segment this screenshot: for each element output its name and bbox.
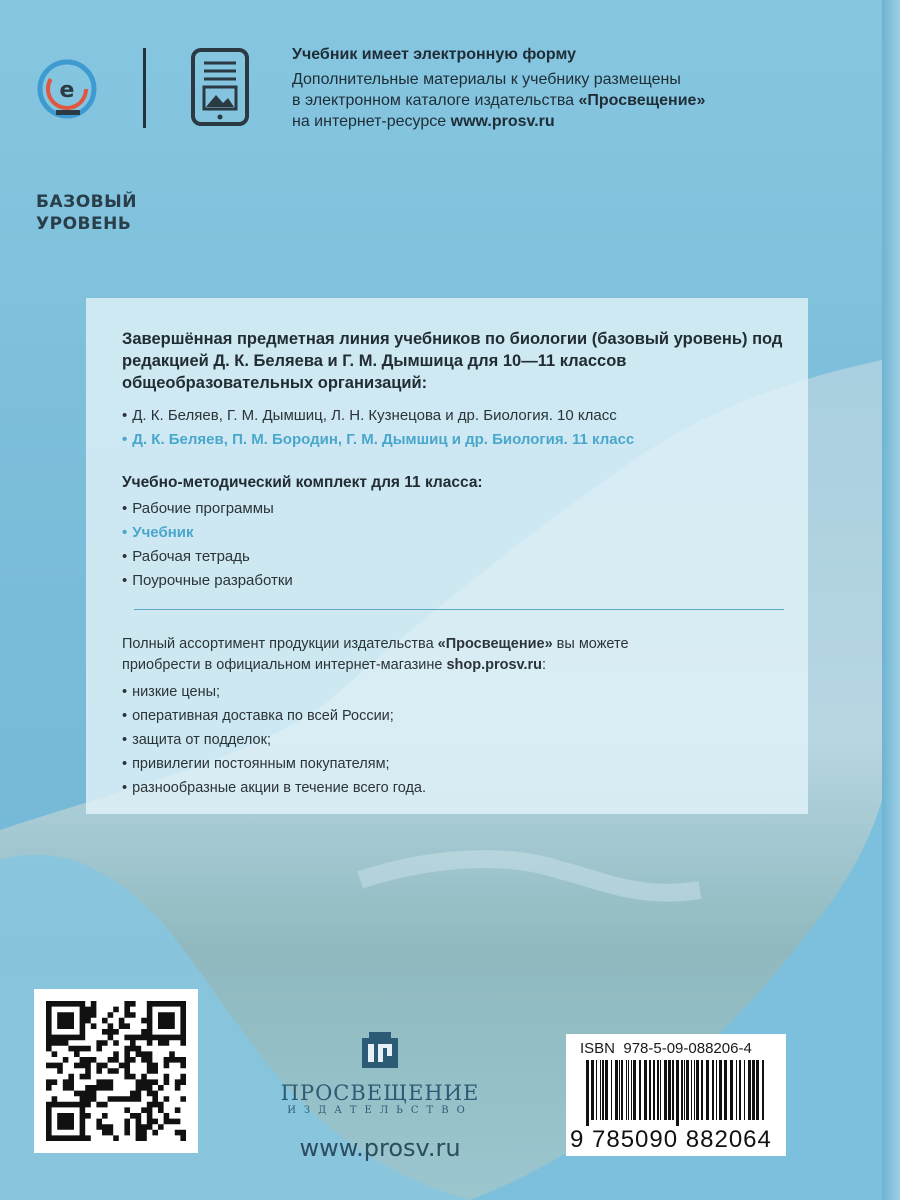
publisher-url[interactable]: www.prosv.ru xyxy=(299,1134,461,1162)
website-link[interactable]: www.prosv.ru xyxy=(450,113,555,130)
level-line-2: УРОВЕНЬ xyxy=(36,214,132,234)
shop-line-1-end: вы можете xyxy=(552,636,629,652)
notice-line-2 xyxy=(292,90,705,111)
barcode xyxy=(578,1060,774,1126)
shop-line-2 xyxy=(122,655,788,676)
isbn-label xyxy=(580,1040,752,1057)
shop-line-1 xyxy=(122,634,788,655)
panel-divider xyxy=(134,609,784,610)
shop-benefit-item: • низкие цены; xyxy=(122,680,788,704)
shop-benefit-item: • оперативная доставка по всей России; xyxy=(122,704,788,728)
cover-spine xyxy=(882,0,900,1200)
isbn-barcode-block xyxy=(566,1034,786,1156)
series-block xyxy=(122,328,788,593)
series-book-item: • Д. К. Беляев, П. М. Бородин, Г. М. Дымшиц и др. Биология. 11 класс xyxy=(122,428,788,452)
shop-line-1-text: Полный ассортимент продукции издательства xyxy=(122,636,438,652)
shop-benefit-item: • разнообразные акции в течение всего года. xyxy=(122,776,788,800)
notice-line-3 xyxy=(292,111,705,132)
header-divider xyxy=(143,48,146,128)
svg-text:e: e xyxy=(59,78,75,103)
qr-code[interactable] xyxy=(34,989,198,1153)
shop-block xyxy=(122,634,788,800)
publisher-logo-icon xyxy=(360,1030,400,1070)
tablet-icon xyxy=(190,47,250,127)
publisher-name-inline: «Просвещение» xyxy=(578,92,706,109)
kit-title: Учебно-методический комплект для 11 класса: xyxy=(122,474,483,491)
electronic-form-icon xyxy=(36,58,98,120)
notice-line-1: Дополнительные материалы к учебнику размещены xyxy=(292,71,681,88)
notice-title: Учебник имеет электронную форму xyxy=(292,46,576,63)
kit-list xyxy=(122,497,788,593)
shop-publisher-name: «Просвещение» xyxy=(437,636,553,652)
shop-link[interactable]: shop.prosv.ru xyxy=(446,657,543,673)
isbn-number: 978-5-09-088206-4 xyxy=(623,1040,752,1057)
level-line-1: БАЗОВЫЙ xyxy=(36,192,137,212)
shop-line-2-text: приобрести в официальном интернет-магазине xyxy=(122,657,447,673)
notice-line-3-text: на интернет-ресурсе xyxy=(292,113,451,130)
kit-item: • Рабочая тетрадь xyxy=(122,545,788,569)
notice-line-2-text: в электронном каталоге издательства xyxy=(292,92,579,109)
isbn-prefix: ISBN xyxy=(580,1040,616,1057)
qr-modules xyxy=(46,1001,186,1141)
kit-item: • Рабочие программы xyxy=(122,497,788,521)
shop-line-2-end: : xyxy=(542,657,547,673)
electronic-form-notice xyxy=(292,44,705,132)
kit-item: • Поурочные разработки xyxy=(122,569,788,593)
info-panel xyxy=(86,298,808,814)
series-book-item: • Д. К. Беляев, Г. М. Дымшиц, Л. Н. Кузнецова и др. Биология. 10 класс xyxy=(122,404,788,428)
shop-benefit-item: • привилегии постоянным покупателям; xyxy=(122,752,788,776)
barcode-digits: 9 785090 882064 xyxy=(570,1126,772,1153)
publisher-logo-block xyxy=(270,1030,490,1162)
publisher-subtitle: ИЗДАТЕЛЬСТВО xyxy=(287,1105,473,1116)
publisher-name: ПРОСВЕЩЕНИЕ xyxy=(280,1081,480,1105)
series-book-list xyxy=(122,404,788,452)
shop-benefits-list xyxy=(122,680,788,800)
kit-item: • Учебник xyxy=(122,521,788,545)
shop-benefit-item: • защита от подделок; xyxy=(122,728,788,752)
barcode-bars xyxy=(586,1060,764,1126)
level-label xyxy=(36,191,137,235)
series-lead: Завершённая предметная линия учебников по биологии (базовый уровень) под редакцией Д. К. Беляева и Г. М. Дымшица для 10—11 классов общеобразовательных организаций: xyxy=(122,330,783,392)
